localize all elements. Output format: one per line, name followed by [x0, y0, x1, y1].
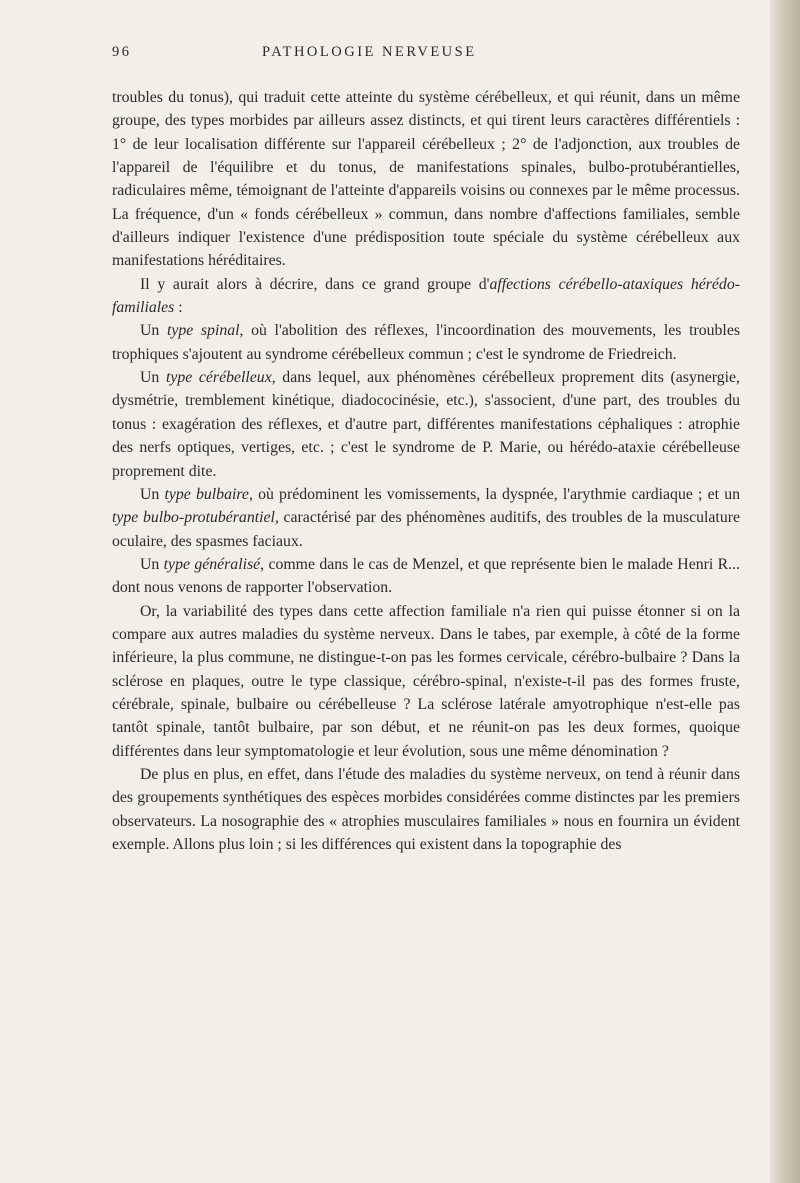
- body-text: [112, 86, 740, 856]
- running-title: PATHOLOGIE NERVEUSE: [262, 44, 477, 60]
- text-run: , où l'abolition des réflexes, l'incoordination des mouvements, les troubles trophiques s'ajoutent au syndrome cérébelleux commun ; c'est le syndrome de Friedreich.: [112, 322, 740, 363]
- paragraph: [112, 600, 740, 763]
- text-run: , comme dans le cas de Menzel, et que représente bien le malade Henri R... dont nous venons de rapporter l'observation.: [112, 555, 741, 597]
- paragraph: [112, 273, 740, 320]
- paragraph: [112, 319, 740, 366]
- text-run: , où prédominent les vomissements, la dyspnée, l'arythmie cardiaque ; et un: [248, 485, 740, 503]
- page-header: [112, 44, 740, 68]
- text-run: Or, la variabilité des types dans cette affection familiale n'a rien qui puisse étonner si on la compare aux autres maladies du système nerveux. Dans le tabes, par exemple, à côté de la forme inférieure, la plus commune, ne distingue-t-on pas les formes cervicale, cérébro-bulbaire ? Dans la sclérose en plaques, outre le type classique, cérébro-spinal, n'existe-t-il pas des formes fruste, cérébrale, spinale, bulbaire ou cérébelleuse ? La sclérose latérale amyotrophique n'est-elle pas tantôt spinale, tantôt bulbaire, par son début, et ne réunit-on pas les deux formes, quoique différentes dans leur symptomatologie et leur évolution, sous une même dénomination ?: [112, 602, 740, 760]
- text-run: Il y aurait alors à décrire, dans ce grand groupe d': [140, 275, 490, 293]
- page-edge-shadow: [770, 0, 800, 1183]
- text-run: De plus en plus, en effet, dans l'étude des maladies du système nerveux, on tend à réunir dans des groupements synthétiques des espèces morbides considérées comme distinctes par les premiers observateurs. La nosographie des « atrophies musculaires familiales » nous en fournira un évident exemple. Allons plus loin ; si les différences qui existent dans la topographie des: [112, 765, 740, 853]
- text-run: Un: [140, 485, 165, 503]
- paragraph: [112, 483, 740, 553]
- paragraph: [112, 366, 740, 483]
- text-run: Un: [140, 555, 164, 573]
- paragraph: [112, 86, 740, 273]
- italic-term: type bulbo-protubérantiel: [112, 509, 275, 527]
- paragraph: [112, 763, 740, 856]
- italic-term: affections cérébello-ataxiques hérédo-familiales: [112, 275, 740, 317]
- page-number: 96: [112, 44, 132, 60]
- text-run: , dans lequel, aux phénomènes cérébelleux proprement dits (asynergie, dysmétrie, tremblement kinétique, diadococinésie, etc.), s'associent, d'une part, des troubles du tonus : exagération des réflexes, et d'autre part, différentes manifestations céphaliques : atrophie des nerfs optiques, vertiges, etc. ; c'est le syndrome de P. Marie, ou hérédo-ataxie cérébelleuse proprement dite.: [112, 369, 740, 480]
- italic-term: type bulbaire: [164, 485, 249, 503]
- italic-term: type spinal: [166, 322, 240, 340]
- text-run: , caractérisé par des phénomènes auditifs, des troubles de la musculature oculaire, des spasmes faciaux.: [112, 509, 740, 550]
- italic-term: type généralisé: [163, 555, 261, 573]
- text-run: :: [174, 299, 183, 317]
- italic-term: type cérébelleux: [165, 369, 272, 387]
- text-run: Un: [140, 322, 167, 340]
- paragraph: [112, 553, 740, 600]
- text-run: troubles du tonus), qui traduit cette atteinte du système cérébelleux, et qui réunit, dans un même groupe, des types morbides par ailleurs assez distincts, et qui tirent leurs caractères différentiels : 1° de leur localisation différente sur l'appareil cérébelleux ; 2° de l'adjonction, aux troubles de l'appareil de l'équilibre et du tonus, de manifestations spinales, bulbo-protubérantielles, radiculaires même, témoignant de l'atteinte d'appareils voisins ou connexes par le même processus. La fréquence, d'un « fonds cérébelleux » commun, dans nombre d'affections familiales, semble d'ailleurs indiquer l'existence d'une prédisposition toute spéciale du système cérébelleux aux manifestations héréditaires.: [112, 89, 740, 270]
- text-run: Un: [140, 369, 166, 387]
